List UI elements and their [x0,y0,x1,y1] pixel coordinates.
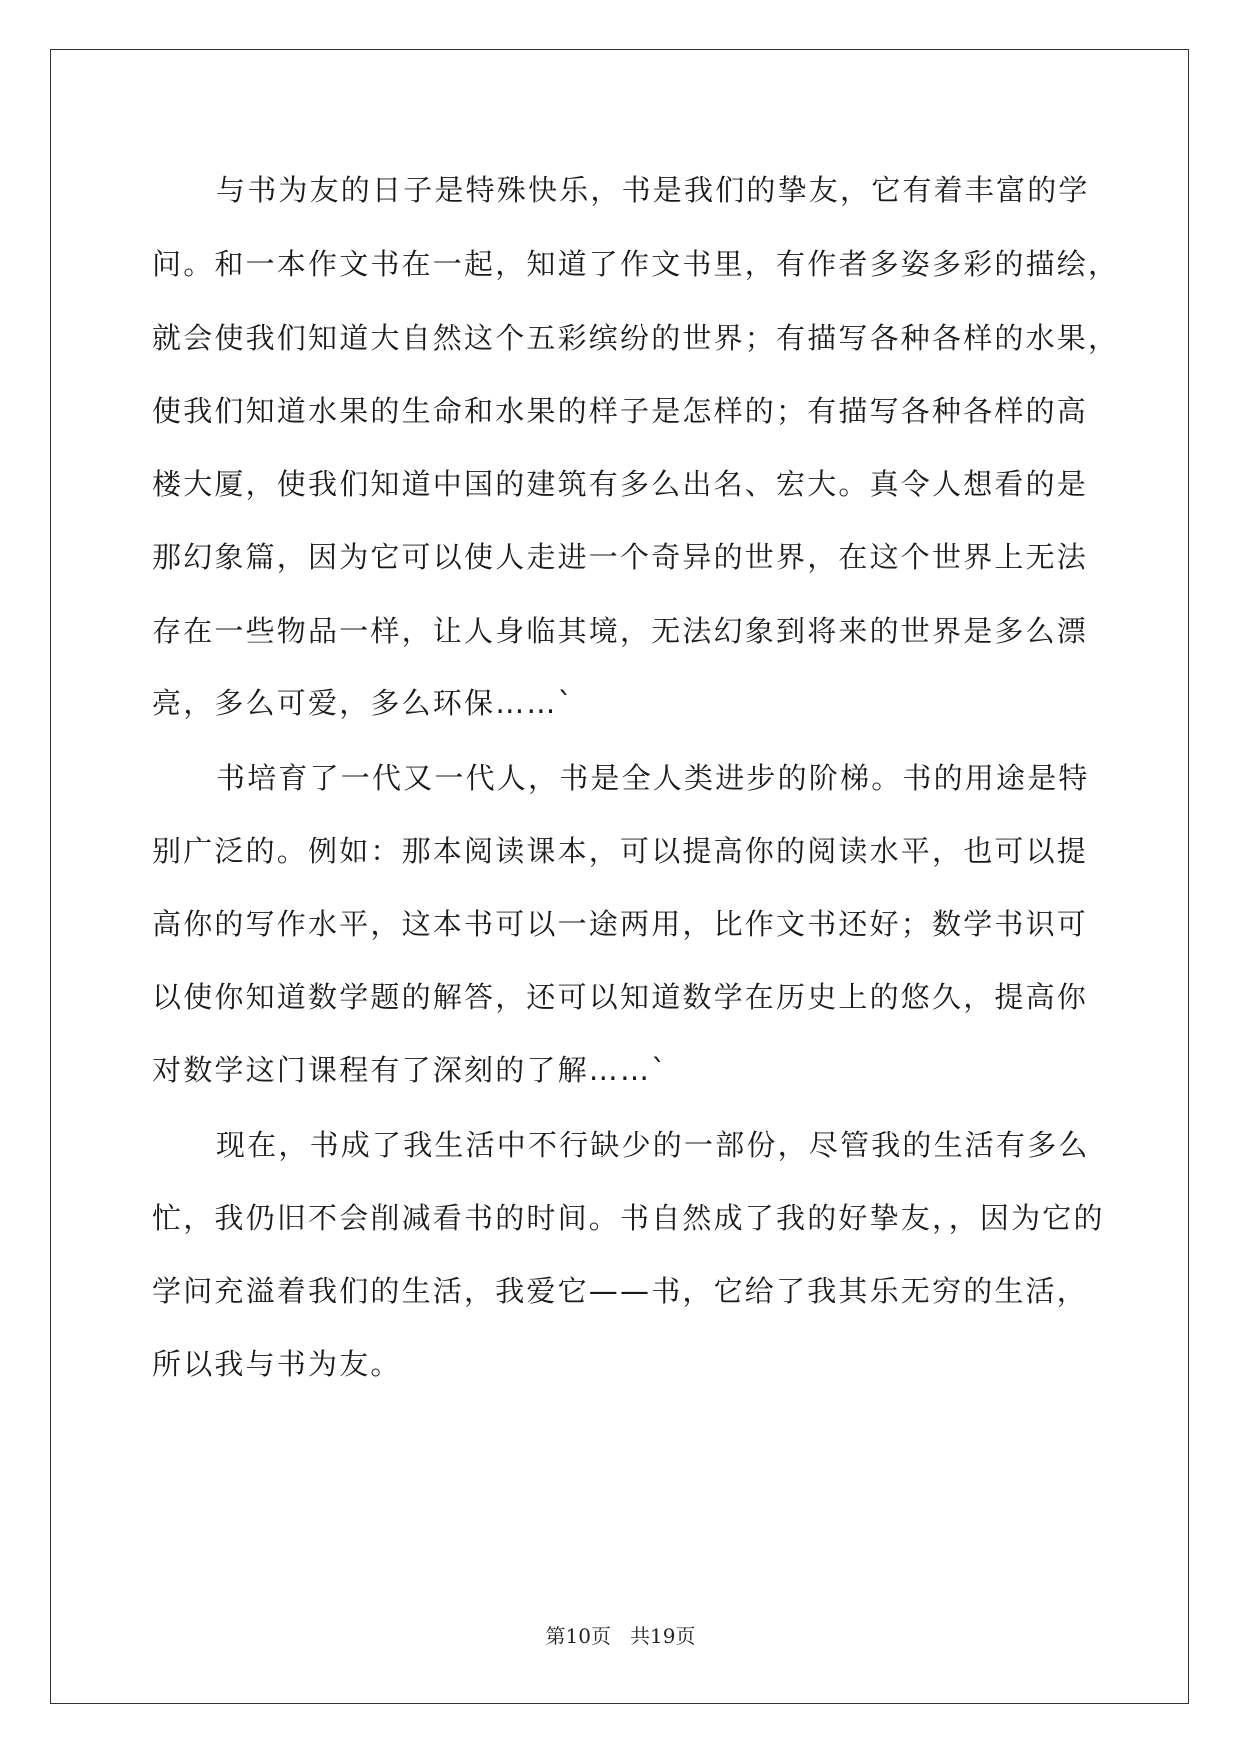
paragraph-3-line-4: 所以我与书为友。 [152,1347,402,1381]
paragraph-1-line-2: 问。和一本作文书在一起，知道了作文书里，有作者多姿多彩的描绘， [152,247,1120,281]
paragraph-1-line-5: 楼大厦，使我们知道中国的建筑有多么出名、宏大。真令人想看的是 [152,467,1089,501]
paragraph-1-line-4: 使我们知道水果的生命和水果的样子是怎样的；有描写各种各样的高 [152,394,1089,428]
paragraph-1-line-6: 那幻象篇，因为它可以使人走进一个奇异的世界，在这个世界上无法 [152,540,1089,574]
paragraph-2-line-4: 以使你知道数学题的解答，还可以知道数学在历史上的悠久，提高你 [152,980,1089,1014]
paragraph-1-line-1: 与书为友的日子是特殊快乐，书是我们的挚友，它有着丰富的学 [216,173,1090,207]
page-border [50,49,1189,1704]
paragraph-3-line-2: 忙，我仍旧不会削减看书的时间。书自然成了我的好挚友，，因为它的 [152,1201,1105,1235]
paragraph-2-line-5: 对数学这门课程有了深刻的了解……` [152,1053,668,1087]
paragraph-1-line-8: 亮，多么可爱，多么环保……` [152,686,575,720]
paragraph-3-line-3: 学问充溢着我们的生活，我爱它——书，它给了我其乐无穷的生活， [152,1274,1089,1308]
paragraph-1-line-3: 就会使我们知道大自然这个五彩缤纷的世界；有描写各种各样的水果， [152,321,1120,355]
paragraph-1-line-7: 存在一些物品一样，让人身临其境，无法幻象到将来的世界是多么漂 [152,614,1089,648]
paragraph-2-line-2: 别广泛的。例如：那本阅读课本，可以提高你的阅读水平，也可以提 [152,834,1089,868]
paragraph-3-line-1: 现在，书成了我生活中不行缺少的一部份，尽管我的生活有多么 [216,1128,1090,1162]
paragraph-2-line-3: 高你的写作水平，这本书可以一途两用，比作文书还好；数学书识可 [152,907,1089,941]
page-number-footer: 第10页 共19页 [545,1624,696,1648]
paragraph-2-line-1: 书培育了一代又一代人，书是全人类进步的阶梯。书的用途是特 [216,761,1090,795]
